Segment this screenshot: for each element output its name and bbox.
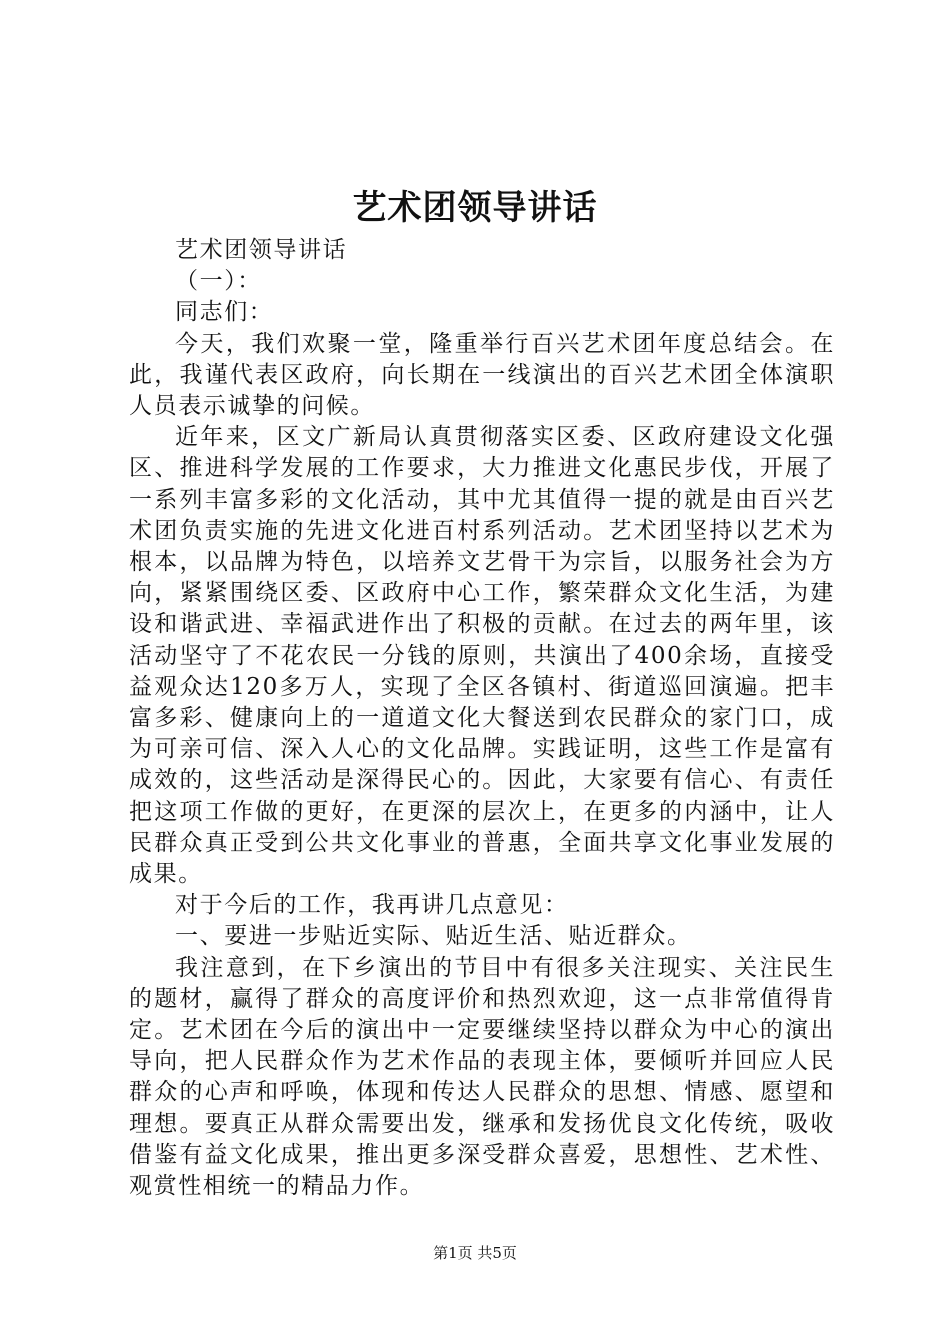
body-paragraph: 今天，我们欢聚一堂，隆重举行百兴艺术团年度总结会。在此，我谨代表区政府，向长期在一线演出的百兴艺术团全体演职人员表示诚挚的问候。 xyxy=(129,330,835,420)
subtitle-paragraph: 艺术团领导讲话 xyxy=(175,237,348,263)
body-paragraph: 近年来，区文广新局认真贯彻落实区委、区政府建设文化强区、推进科学发展的工作要求，大力推进文化惠民步伐，开展了一系列丰富多彩的文化活动，其中尤其值得一提的就是由百兴艺术团负责实施的先进文化进百村系列活动。艺术团坚持以艺术为根本，以品牌为特色，以培养文艺骨干为宗旨，以服务社会为方向，紧紧围绕区委、区政府中心工作，繁荣群众文化生活，为建设和谐武进、幸福武进作出了积极的贡献。在过去的两年里，该活动坚守了不花农民一分钱的原则，共演出了400余场，直接受益观众达120多万人，实现了全区各镇村、街道巡回演遍。把丰富多彩、健康向上的一道道文化大餐送到农民群众的家门口，成为可亲可信、深入人心的文化品牌。实践证明，这些工作是富有成效的，这些活动是深得民心的。因此，大家要有信心、有责任把这项工作做的更好，在更深的层次上，在更多的内涵中，让人民群众真正受到公共文化事业的普惠，全面共享文化事业发展的成果。 xyxy=(129,424,835,888)
body-paragraph: 我注意到，在下乡演出的节目中有很多关注现实、关注民生的题材，赢得了群众的高度评价和热烈欢迎，这一点非常值得肯定。艺术团在今后的演出中一定要继续坚持以群众为中心的演出导向，把人民群众作为艺术作品的表现主体，要倾听并回应人民群众的心声和呼唤，体现和传达人民群众的思想、情感、愿望和理想。要真正从群众需要出发，继承和发扬优良文化传统，吸收借鉴有益文化成果，推出更多深受群众喜爱，思想性、艺术性、观赏性相统一的精品力作。 xyxy=(129,954,835,1200)
section-heading-paragraph: 一、要进一步贴近实际、贴近生活、贴近群众。 xyxy=(175,923,692,950)
salutation-paragraph: 同志们： xyxy=(175,299,274,326)
document-body xyxy=(129,235,835,1202)
document-title: 艺术团领导讲话 xyxy=(352,188,598,228)
body-paragraph: 对于今后的工作，我再讲几点意见： xyxy=(175,892,569,919)
section-number-paragraph: （一）： xyxy=(175,268,262,295)
page-footer: 第1页 共5页 xyxy=(433,1244,517,1262)
